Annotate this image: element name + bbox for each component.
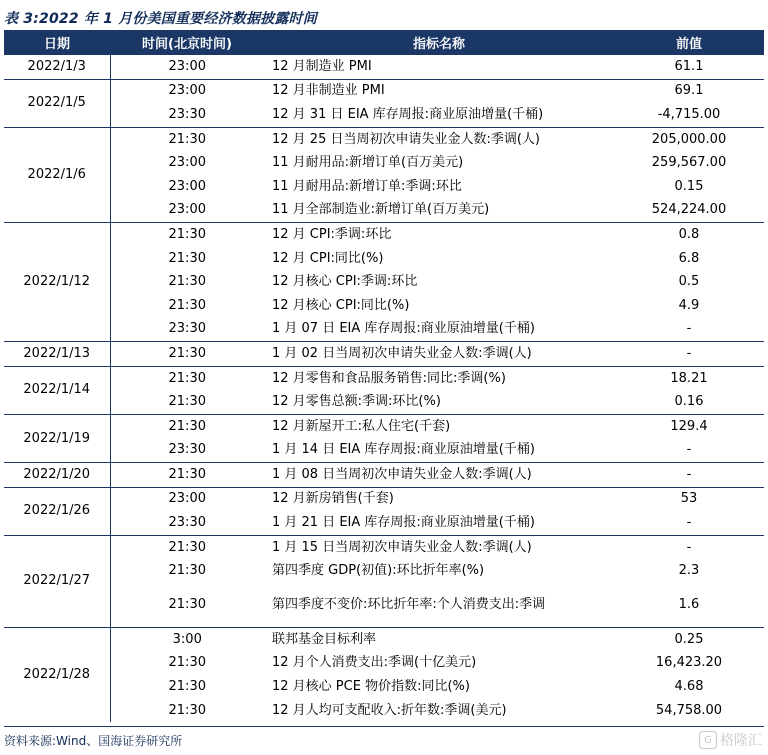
header-date: 日期 (4, 30, 110, 55)
watermark-logo-icon: G (699, 731, 717, 749)
indicator-cell: 1 月 21 日 EIA 库存周报:商业原油增量(千桶) (272, 515, 535, 531)
table-row (4, 511, 764, 535)
release-schedule-table (4, 30, 764, 722)
indicator-cell: 1 月 07 日 EIA 库存周报:商业原油增量(千桶) (272, 321, 535, 337)
table-bottom-rule (4, 726, 764, 727)
time-cell: 21:30 (110, 535, 264, 559)
table-row (4, 55, 764, 80)
table-row (4, 535, 764, 559)
previous-value-cell: 259,567.00 (651, 155, 727, 171)
previous-value-cell: - (686, 442, 692, 458)
time-cell: 23:00 (110, 487, 264, 511)
indicator-cell: 12 月 CPI:同比(%) (272, 250, 384, 266)
time-cell: 21:30 (168, 394, 206, 410)
time-cell: 21:30 (110, 414, 264, 438)
time-cell: 21:30 (110, 366, 264, 390)
time-cell: 23:30 (168, 321, 206, 337)
time-cell: 23:00 (168, 178, 206, 194)
indicator-cell: 11 月全部制造业:新增订单(百万美元) (272, 202, 490, 218)
date-cell: 2022/1/3 (4, 55, 110, 80)
table-row (4, 652, 764, 676)
time-cell: 21:30 (168, 274, 206, 290)
table-row (4, 151, 764, 175)
previous-value-cell: 69.1 (614, 79, 764, 103)
table-header-row (4, 30, 764, 55)
date-cell: 2022/1/13 (4, 342, 110, 367)
previous-value-cell: 53 (614, 487, 764, 511)
indicator-cell: 12 月零售和食品服务销售:同比:季调(%) (264, 366, 614, 390)
indicator-cell: 12 月个人消费支出:季调(十亿美元) (272, 655, 477, 671)
time-cell: 23:30 (168, 515, 206, 531)
previous-value-cell: 1.6 (678, 597, 700, 613)
previous-value-cell: - (686, 515, 692, 531)
indicator-cell: 12 月制造业 PMI (264, 55, 614, 80)
time-cell: 23:00 (168, 155, 206, 171)
table-row (4, 127, 764, 151)
previous-value-cell: 54,758.00 (655, 702, 723, 718)
time-cell: 23:00 (110, 55, 264, 80)
previous-value-cell: - (686, 321, 692, 337)
time-cell: 3:00 (110, 628, 264, 652)
table-row (4, 223, 764, 247)
table-row (4, 390, 764, 414)
indicator-cell: 12 月 25 日当周初次申请失业金人数:季调(人) (264, 127, 614, 151)
previous-value-cell: 0.5 (678, 274, 700, 290)
table-row (4, 366, 764, 390)
header-time: 时间(北京时间) (110, 30, 264, 55)
time-cell: 23:30 (168, 106, 206, 122)
indicator-cell: 1 月 08 日当周初次申请失业金人数:季调(人) (264, 463, 614, 488)
date-cell: 2022/1/20 (4, 463, 110, 488)
indicator-cell: 12 月核心 PCE 物价指数:同比(%) (272, 679, 470, 695)
indicator-cell: 12 月零售总额:季调:环比(%) (272, 394, 441, 410)
date-cell: 2022/1/28 (4, 628, 110, 723)
previous-value-cell: 16,423.20 (655, 655, 723, 671)
time-cell: 21:30 (168, 702, 206, 718)
indicator-cell: 11 月耐用品:新增订单:季调:环比 (272, 178, 462, 194)
indicator-cell: 11 月耐用品:新增订单(百万美元) (272, 155, 464, 171)
table-row (4, 294, 764, 318)
indicator-cell: 12 月 CPI:季调:环比 (264, 223, 614, 247)
time-cell: 21:30 (168, 563, 206, 579)
previous-value-cell: - (614, 342, 764, 367)
time-cell: 21:30 (110, 463, 264, 488)
watermark-text: 格隆汇 (720, 733, 762, 749)
time-cell: 21:30 (168, 655, 206, 671)
table-caption: 表 3:2022 年 1 月份美国重要经济数据披露时间 (4, 11, 317, 27)
date-cell: 2022/1/27 (4, 535, 110, 627)
table-row (4, 318, 764, 342)
previous-value-cell: 205,000.00 (614, 127, 764, 151)
table-row (4, 439, 764, 463)
indicator-cell: 第四季度不变价:环比折年率:个人消费支出:季调 (272, 597, 546, 613)
indicator-cell: 12 月核心 CPI:季调:环比 (272, 274, 418, 290)
indicator-cell: 1 月 02 日当周初次申请失业金人数:季调(人) (264, 342, 614, 367)
table-row (4, 487, 764, 511)
previous-value-cell: 6.8 (678, 250, 700, 266)
source-note: 资料来源:Wind、国海证券研究所 (4, 734, 183, 748)
table-row (4, 103, 764, 127)
table-row (4, 628, 764, 652)
previous-value-cell: 0.8 (614, 223, 764, 247)
time-cell: 23:30 (168, 442, 206, 458)
table-row (4, 699, 764, 723)
time-cell: 21:30 (168, 679, 206, 695)
previous-value-cell: - (614, 463, 764, 488)
time-cell: 21:30 (168, 297, 206, 313)
indicator-cell: 联邦基金目标利率 (264, 628, 614, 652)
table-row (4, 79, 764, 103)
previous-value-cell: -4,715.00 (657, 106, 721, 122)
time-cell: 23:00 (168, 202, 206, 218)
time-cell: 21:30 (110, 127, 264, 151)
previous-value-cell: 18.21 (614, 366, 764, 390)
table-row (4, 583, 764, 628)
previous-value-cell: 2.3 (678, 563, 700, 579)
previous-value-cell: 61.1 (614, 55, 764, 80)
indicator-cell: 12 月核心 CPI:同比(%) (272, 297, 410, 313)
table-row (4, 559, 764, 583)
table-row (4, 342, 764, 367)
header-indicator: 指标名称 (264, 30, 614, 55)
indicator-cell: 12 月非制造业 PMI (264, 79, 614, 103)
previous-value-cell: 0.25 (614, 628, 764, 652)
table-row (4, 175, 764, 199)
previous-value-cell: 129.4 (614, 414, 764, 438)
indicator-cell: 12 月新屋开工:私人住宅(千套) (264, 414, 614, 438)
date-cell: 2022/1/5 (4, 79, 110, 127)
indicator-cell: 1 月 14 日 EIA 库存周报:商业原油增量(千桶) (272, 442, 535, 458)
table-row (4, 414, 764, 438)
previous-value-cell: 0.15 (674, 178, 704, 194)
time-cell: 21:30 (168, 250, 206, 266)
date-cell: 2022/1/19 (4, 414, 110, 462)
previous-value-cell: 4.9 (678, 297, 700, 313)
time-cell: 21:30 (110, 223, 264, 247)
indicator-cell: 12 月人均可支配收入:折年数:季调(美元) (272, 702, 507, 718)
header-previous-value: 前值 (614, 30, 764, 55)
time-cell: 21:30 (110, 342, 264, 367)
date-cell: 2022/1/26 (4, 487, 110, 535)
date-cell: 2022/1/6 (4, 127, 110, 222)
indicator-cell: 1 月 15 日当周初次申请失业金人数:季调(人) (264, 535, 614, 559)
table-row (4, 675, 764, 699)
date-cell: 2022/1/12 (4, 223, 110, 342)
indicator-cell: 第四季度 GDP(初值):环比折年率(%) (272, 563, 485, 579)
table-row (4, 270, 764, 294)
previous-value-cell: 0.16 (674, 394, 704, 410)
table-row (4, 463, 764, 488)
table-row (4, 199, 764, 223)
watermark (699, 730, 762, 750)
time-cell: 21:30 (168, 597, 206, 613)
indicator-cell: 12 月新房销售(千套) (264, 487, 614, 511)
date-cell: 2022/1/14 (4, 366, 110, 414)
previous-value-cell: - (614, 535, 764, 559)
time-cell: 23:00 (110, 79, 264, 103)
table-row (4, 247, 764, 271)
indicator-cell: 12 月 31 日 EIA 库存周报:商业原油增量(千桶) (272, 106, 544, 122)
previous-value-cell: 524,224.00 (651, 202, 727, 218)
previous-value-cell: 4.68 (674, 679, 704, 695)
